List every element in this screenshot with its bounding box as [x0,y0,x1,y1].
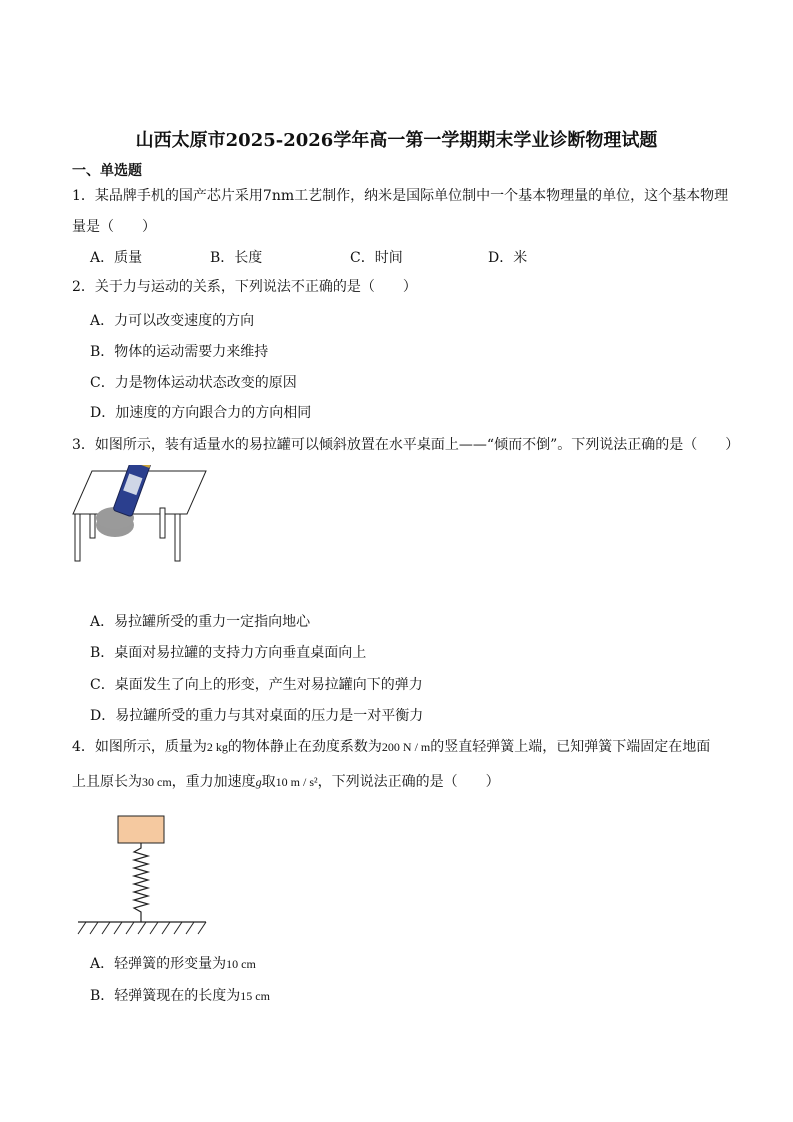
q4-length: 30 cm [142,775,172,789]
q2-stem: 2．关于力与运动的关系，下列说法不正确的是（ ） [72,279,417,295]
section-heading: 一、单选题 [72,163,142,179]
q4-text: 上且原长为 [72,774,142,790]
q4-text: 的竖直轻弹簧上端，已知弹簧下端固定在地面 [430,739,711,755]
page-title: 山西太原市2025-2026学年高一第一学期期末学业诊断物理试题 [135,130,658,151]
q4-text: 的物体静止在劲度系数为 [227,739,382,755]
q4-g: g [255,775,262,789]
q1-option-d: D．米 [488,250,528,266]
q1-stem: 1．某品牌手机的国产芯片采用7nm工艺制作，纳米是国际单位制中一个基本物理量的单位，这个基本物理 [72,188,729,204]
q2-option-c: C．力是物体运动状态改变的原因 [90,375,297,391]
q2-option-a: A．力可以改变速度的方向 [90,313,255,329]
q1-option-a: A．质量 [90,250,143,266]
q4-text: 4．如图所示，质量为 [72,739,207,755]
q4-text: 取 [261,774,276,790]
q4-stem-cont [72,773,500,791]
q4-option-b-text: B．轻弹簧现在的长度为 [90,988,241,1004]
q4-text: ，下列说法正确的是（ ） [317,774,500,790]
q3-option-a: A．易拉罐所受的重力一定指向地心 [90,614,311,630]
q1-option-c: C．时间 [350,250,403,266]
q3-stem: 3．如图所示，装有适量水的易拉罐可以倾斜放置在水平桌面上——“倾而不倒”。下列说法正确的是（ ） [72,437,740,453]
q3-option-c: C．桌面发生了向上的形变，产生对易拉罐向下的弹力 [90,677,423,693]
spring-block-figure [74,812,214,942]
q4-stiffness: 200 N / m [381,740,431,754]
q4-option-b [90,987,270,1005]
q4-option-a-text: A．轻弹簧的形变量为 [90,956,227,972]
q2-option-d: D．加速度的方向跟合力的方向相同 [90,405,312,421]
q3-option-b: B．桌面对易拉罐的支持力方向垂直桌面向上 [90,645,367,661]
q4-gval: 10 m / s² [275,775,318,789]
q4-option-a [90,955,256,973]
q4-option-b-value: 15 cm [240,989,270,1003]
q3-option-d: D．易拉罐所受的重力与其对桌面的压力是一对平衡力 [90,708,424,724]
q4-text: ，重力加速度 [171,774,256,790]
q4-stem [72,738,710,756]
q2-option-b: B．物体的运动需要力来维持 [90,344,269,360]
q1-stem-cont: 量是（ ） [72,219,156,235]
can-on-table-figure [70,465,250,600]
q4-option-a-value: 10 cm [226,957,256,971]
q4-mass: 2 kg [206,740,228,754]
q1-option-b: B．长度 [210,250,263,266]
